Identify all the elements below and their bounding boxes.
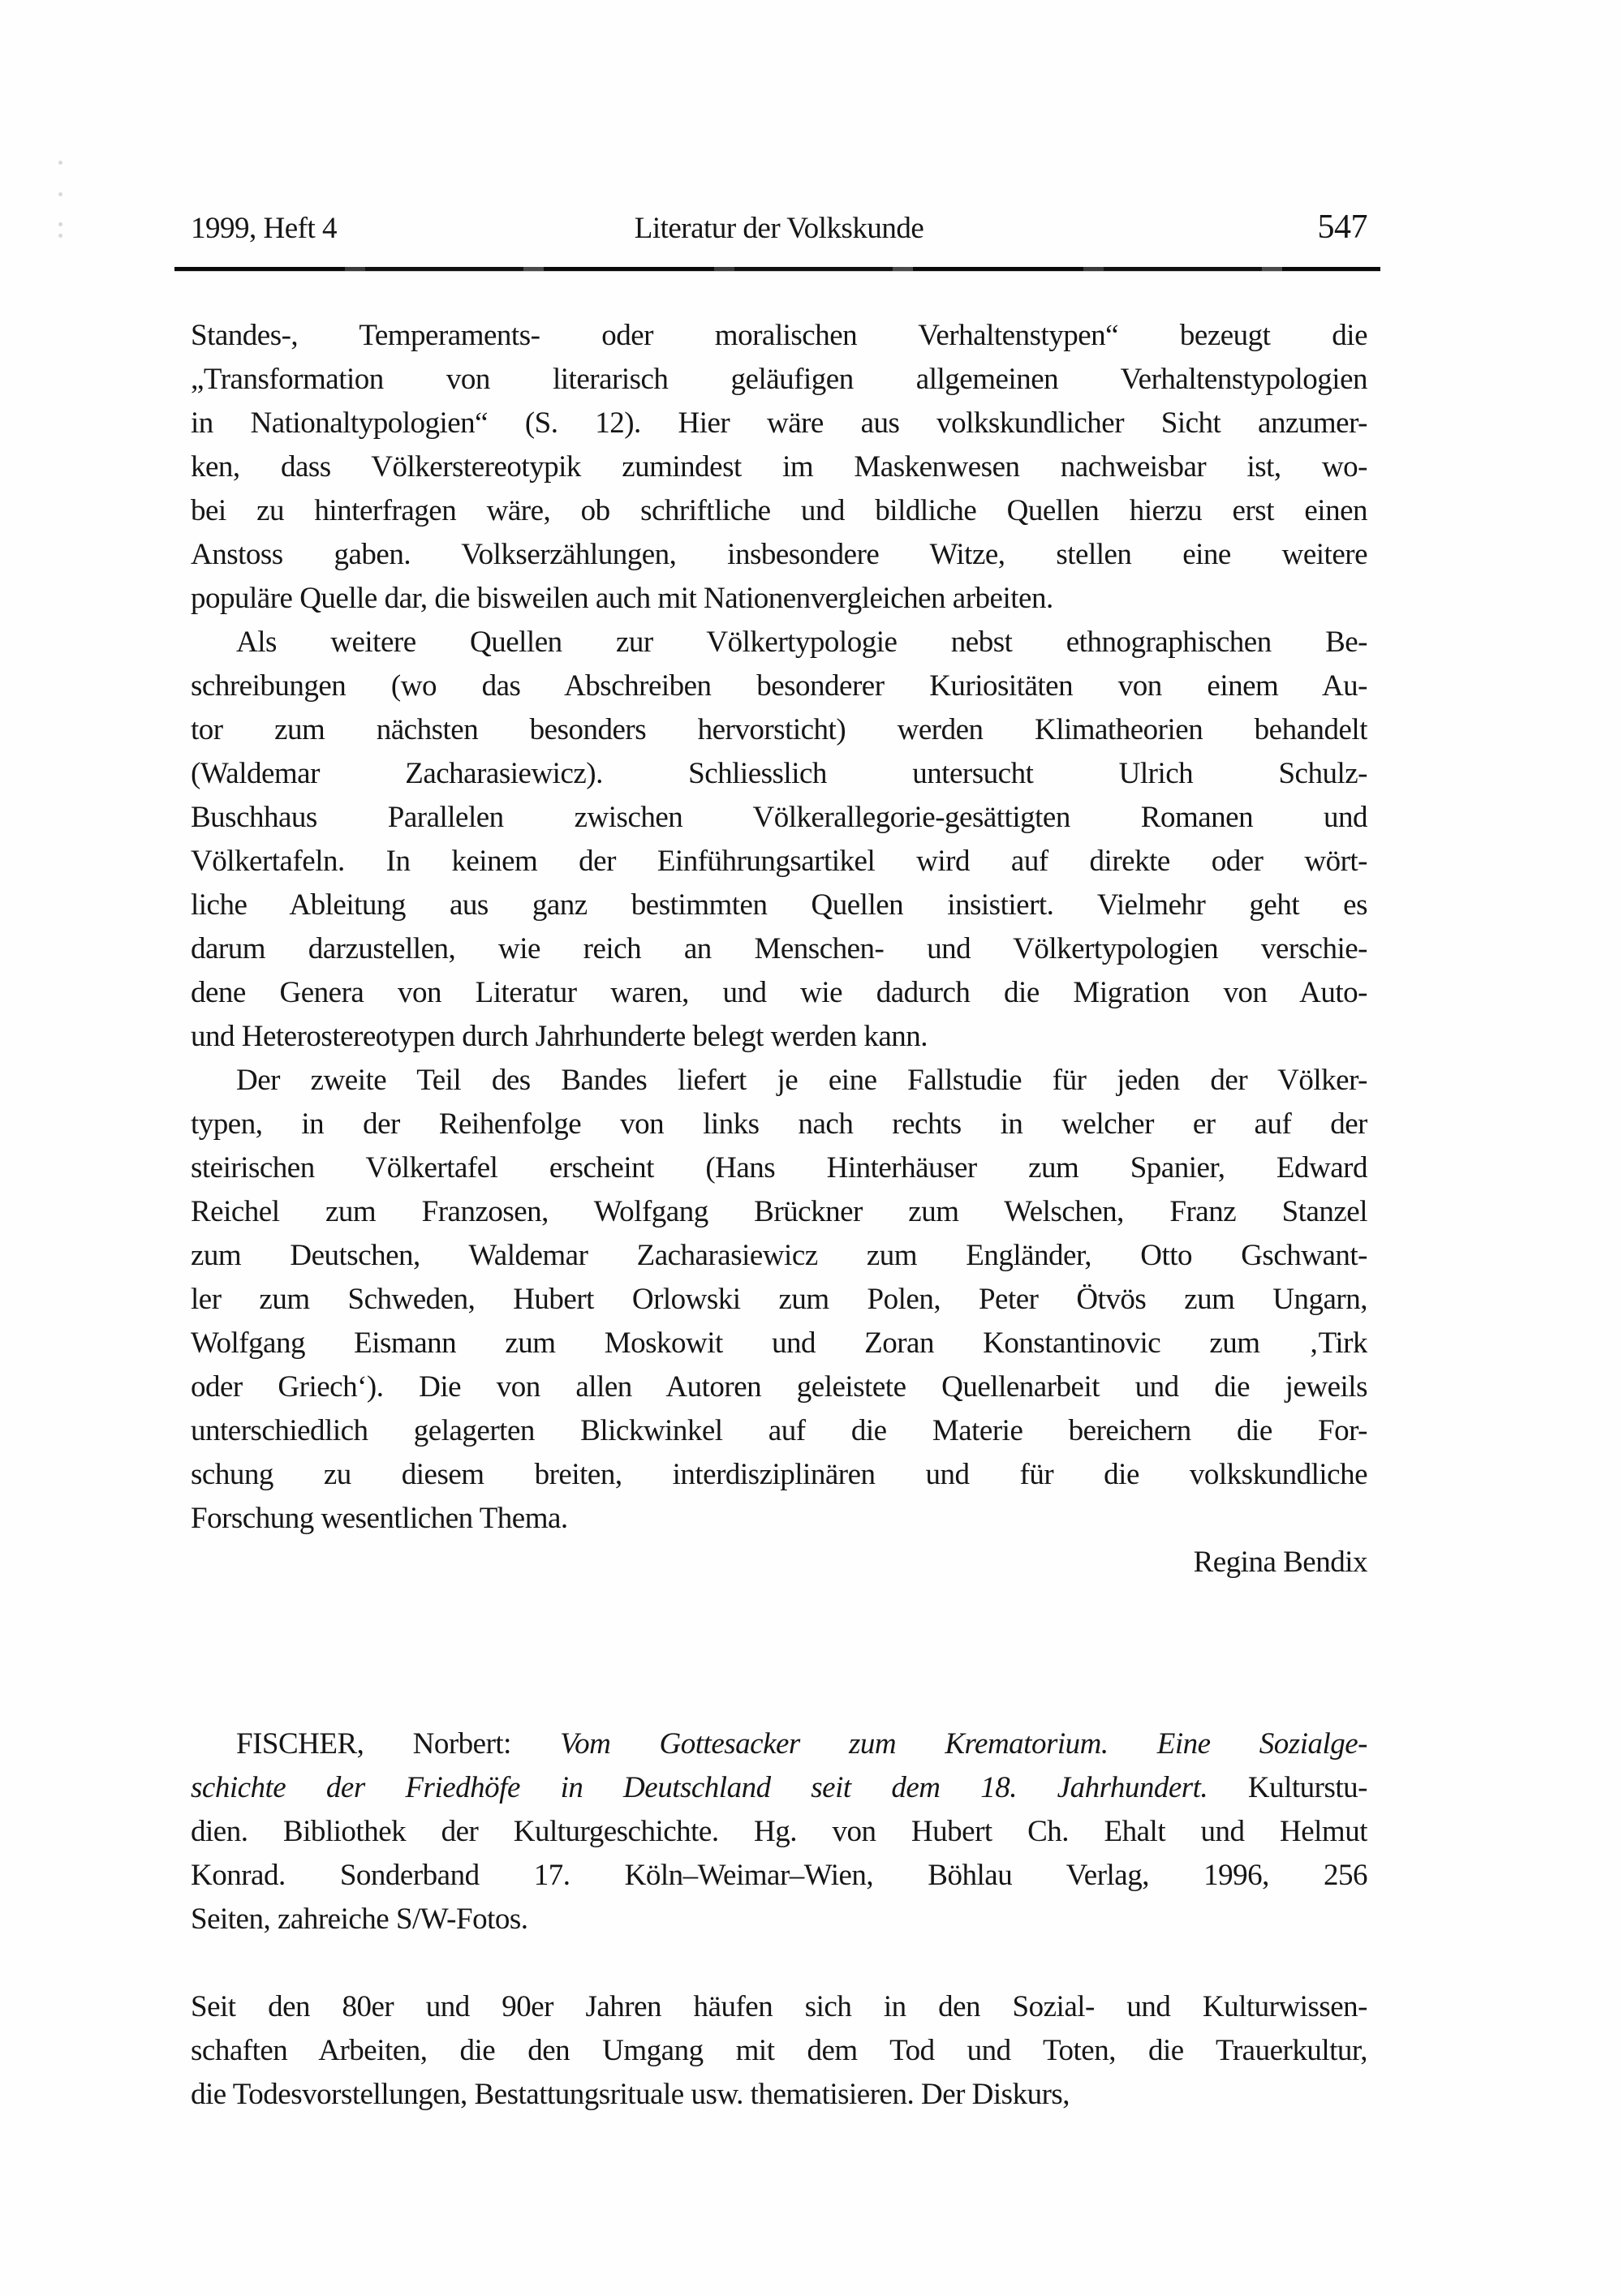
header-page-number: 547 (1317, 209, 1367, 246)
text-line: bei zu hinterfragen wäre, ob schriftliche und bildliche Quellen hierzu erst einen (191, 494, 1367, 527)
text-line: darum darzustellen, wie reich an Menschen- und Völkertypologien verschie- (191, 932, 1367, 965)
text-line: schung zu diesem breiten, interdisziplinären und für die volkskundliche (191, 1458, 1367, 1491)
text-line: ler zum Schweden, Hubert Orlowski zum Polen, Peter Ötvös zum Ungarn, (191, 1283, 1367, 1316)
page-body (191, 314, 1367, 2117)
text-line: Als weitere Quellen zur Völkertypologie nebst ethnographischen Be- (236, 626, 1367, 659)
citation-fischer (191, 1722, 1367, 1941)
text-line: Forschung wesentlichen Thema. (191, 1502, 568, 1535)
text-line: Seit den 80er und 90er Jahren häufen sich in den Sozial- und Kulturwissen- (191, 1990, 1367, 2023)
text-line: schichte der Friedhöfe in Deutschland seit dem 18. Jahrhundert. Kulturstu- (191, 1771, 1367, 1804)
text-line: Seiten, zahreiche S/W-Fotos. (191, 1903, 528, 1936)
text-line: typen, in der Reihenfolge von links nach rechts in welcher er auf der (191, 1107, 1367, 1141)
text-line: steirischen Völkertafel erscheint (Hans Hinterhäuser zum Spanier, Edward (191, 1151, 1367, 1185)
text-line: „Transformation von literarisch geläufigen allgemeinen Verhaltenstypologien (191, 363, 1367, 396)
text-line: dien. Bibliothek der Kulturgeschichte. Hg. von Hubert Ch. Ehalt und Helmut (191, 1815, 1367, 1848)
text-line: zum Deutschen, Waldemar Zacharasiewicz zum Engländer, Otto Gschwant- (191, 1239, 1367, 1272)
paragraph-zweiter-teil (191, 1059, 1367, 1541)
review-intro-paragraph (191, 1985, 1367, 2117)
text-line: ken, dass Völkerstereotypik zumindest im Maskenwesen nachweisbar ist, wo- (191, 450, 1367, 484)
header-rule (174, 267, 1380, 272)
text-line: Reichel zum Franzosen, Wolfgang Brückner zum Welschen, Franz Stanzel (191, 1195, 1367, 1228)
text-line: FISCHER, Norbert: Vom Gottesacker zum Krematorium. Eine Sozialge- (236, 1727, 1367, 1761)
continuation-paragraph (191, 314, 1367, 621)
text-line: die Todesvorstellungen, Bestattungsrituale usw. thematisieren. Der Diskurs, (191, 2078, 1070, 2111)
text-line: Konrad. Sonderband 17. Köln–Weimar–Wien, Böhlau Verlag, 1996, 256 (191, 1859, 1367, 1892)
reviewer-signature: Regina Bendix (1193, 1546, 1367, 1579)
text-line: oder Griech‘). Die von allen Autoren geleistete Quellenarbeit und die jeweils (191, 1370, 1367, 1404)
scan-speck (58, 222, 62, 226)
text-line: unterschiedlich gelagerten Blickwinkel auf die Materie bereichern die For- (191, 1414, 1367, 1447)
text-line: (Waldemar Zacharasiewicz). Schliesslich untersucht Ulrich Schulz- (191, 757, 1367, 790)
text-line: Der zweite Teil des Bandes liefert je eine Fallstudie für jeden der Völker- (236, 1064, 1367, 1097)
text-line: Anstoss gaben. Volkserzählungen, insbesondere Witze, stellen eine weitere (191, 538, 1367, 571)
scan-speck (58, 192, 62, 196)
text-line: Standes-, Temperaments- oder moralischen Verhaltenstypen“ bezeugt die (191, 319, 1367, 352)
page-header (191, 0, 1367, 251)
header-journal-title: Literatur der Volkskunde (634, 212, 924, 245)
header-issue: 1999, Heft 4 (191, 212, 337, 245)
text-line: tor zum nächsten besonders hervorsticht) werden Klimatheorien behandelt (191, 713, 1367, 746)
text-line: populäre Quelle dar, die bisweilen auch mit Nationenvergleichen arbeiten. (191, 582, 1053, 615)
paragraph-weitere-quellen (191, 621, 1367, 1059)
text-line: Völkertafeln. In keinem der Einführungsartikel wird auf direkte oder wört- (191, 845, 1367, 878)
text-line: dene Genera von Literatur waren, und wie dadurch die Migration von Auto- (191, 976, 1367, 1009)
text-line: in Nationaltypologien“ (S. 12). Hier wäre aus volkskundlicher Sicht anzumer- (191, 406, 1367, 440)
text-line: Buschhaus Parallelen zwischen Völkerallegorie-gesättigten Romanen und (191, 801, 1367, 834)
scan-speck (58, 234, 62, 238)
text-line: schaften Arbeiten, die den Umgang mit dem Tod und Toten, die Trauerkultur, (191, 2034, 1367, 2067)
text-line: Wolfgang Eismann zum Moskowit und Zoran Konstantinovic zum ‚Tirk (191, 1326, 1367, 1360)
scan-speck (58, 161, 62, 165)
text-line: und Heterostereotypen durch Jahrhunderte belegt werden kann. (191, 1020, 928, 1053)
text-line: liche Ableitung aus ganz bestimmten Quellen insistiert. Vielmehr geht es (191, 888, 1367, 922)
text-line: schreibungen (wo das Abschreiben besonderer Kuriositäten von einem Au- (191, 669, 1367, 703)
